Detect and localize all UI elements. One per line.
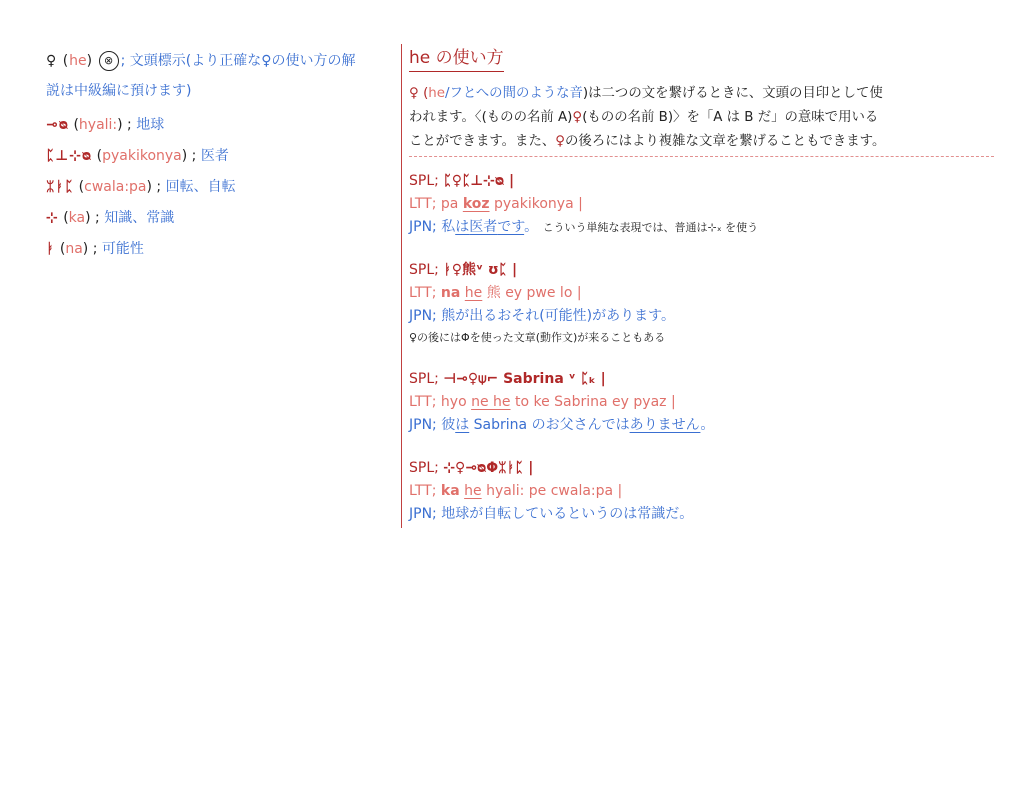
example-2: [409, 259, 675, 348]
ltt-line: LTT; pa koz pyakikonya |: [409, 196, 583, 212]
section-heading: he の使い方: [409, 46, 504, 72]
vocab-item: ᛓ (na) ; 可能性: [46, 241, 144, 257]
example-4: [409, 457, 693, 526]
he-glyph: ♀ (: [46, 53, 70, 69]
usage-note: こういう単純な表現では、普通は⊹ₓ を使う: [542, 221, 759, 234]
jpn-line: JPN; 私は医者です。 こういう単純な表現では、普通は⊹ₓ を使う: [409, 219, 759, 235]
vocab-item: ⊸ᴓ (hyali:) ; 地球: [46, 117, 165, 133]
circled-symbol-icon: ⊗: [99, 51, 119, 71]
vocab-item: ᛈ⊥⊹ᴓ (pyakikonya) ; 医者: [46, 148, 229, 164]
jpn-line: JPN; 彼は Sabrina のお父さんではありません。: [409, 417, 715, 433]
vocab-he: ♀ (he) ⊗ ; 文頭標示(より正確な♀の使い方の解 説は中級編に預けます): [46, 53, 356, 99]
ltt-line: LTT; na he 熊 ey pwe lo |: [409, 285, 582, 301]
jpn-line: JPN; 熊が出るおそれ(可能性)があります。: [409, 308, 676, 324]
spl-line: SPL; ᛓ♀熊ᵛ ʊᛈ |: [409, 262, 518, 278]
spl-line: SPL; ⊹♀⊸ᴓΦᛯᛓᛈ |: [409, 460, 534, 476]
usage-note: ♀の後にはΦを使った文章(動作文)が来ることもある: [409, 331, 666, 344]
spl-line: SPL; ⊣⊸♀⍦⌐ Sabrina ᵛ ᛈₖ |: [409, 371, 606, 387]
column-divider: [401, 44, 402, 528]
ltt-line: LTT; ka he hyali: pe cwala:pa |: [409, 483, 623, 499]
spl-line: SPL; ᛈ♀ᛈ⊥⊹ᴓ |: [409, 173, 515, 189]
vocab-item: ⊹ (ka) ; 知識、常識: [46, 210, 175, 226]
ltt-line: LTT; hyo ne he to ke Sabrina ey pyaz |: [409, 394, 676, 410]
example-1: [409, 170, 758, 239]
jpn-line: JPN; 地球が自転しているというのは常識だ。: [409, 506, 694, 522]
explanation-paragraph: ♀ (he/フとへの間のような音)は二つの文を繋げるときに、文頭の目印として使 われます。〈(ものの名前 A)♀(ものの名前 B)〉を「A は B だ」の意味で用いる ことができます。また、♀の後ろにはより複雑な文章を繋げることもできます。: [409, 86, 886, 149]
example-3: [409, 368, 714, 437]
vocab-item: ᛯᛓᛈ (cwala:pa) ; 回転、自転: [46, 179, 236, 195]
dashed-separator: [409, 156, 994, 157]
